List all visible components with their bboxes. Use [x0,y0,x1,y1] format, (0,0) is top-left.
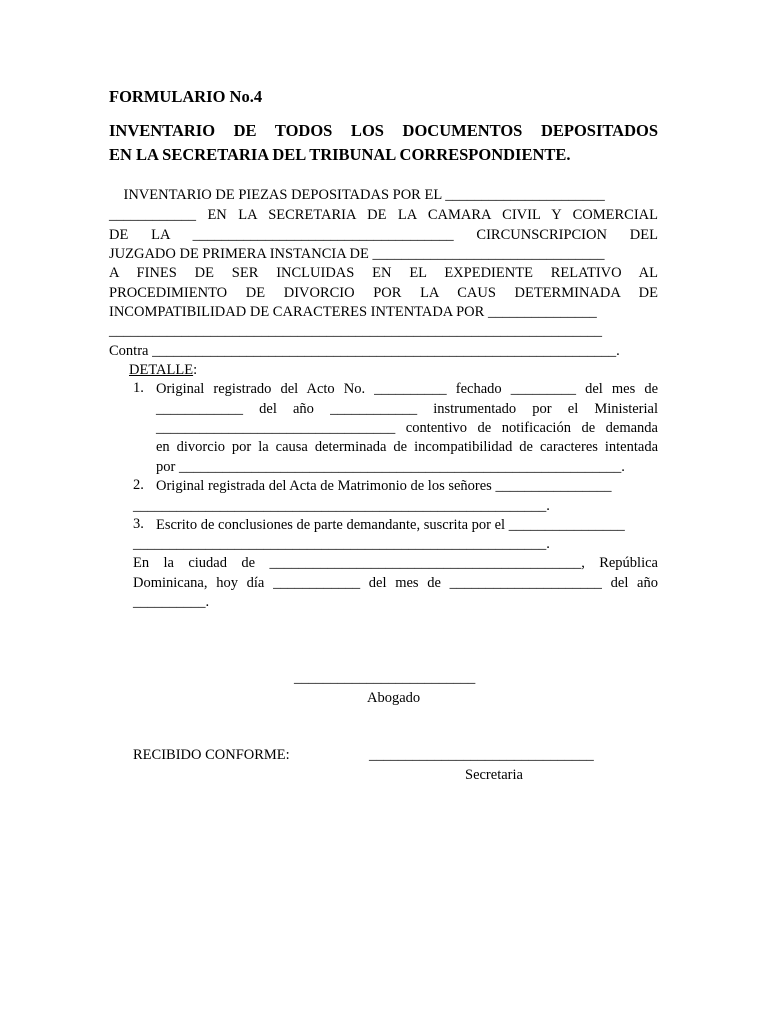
item-3-number: 3. [133,516,144,532]
item-1-line-4: en divorcio por la causa determinada de incompatibilidad de caracteres intentada [156,439,658,455]
item-1-line-2: ____________ del año ____________ instrumentado por el Ministerial [156,401,658,417]
item-3-continuation: _________________________________________________________. [133,536,550,552]
intro-line-8: ____________________________________________________________________ [109,323,602,339]
intro-line-1: INVENTARIO DE PIEZAS DEPOSITADAS POR EL ______________________ [109,187,605,203]
city-line-1: En la ciudad de ___________________________________________, República [133,555,658,571]
secretaria-label: Secretaria [465,767,523,783]
intro-line-5: A FINES DE SER INCLUIDAS EN EL EXPEDIENTE RELATIVO AL [109,265,658,281]
detalle-heading [129,361,197,380]
item-2-continuation: _________________________________________________________. [133,498,550,514]
intro-line-9-contra: Contra ________________________________________________________________. [109,343,620,359]
title-line-2: EN LA SECRETARIA DEL TRIBUNAL CORRESPONDIENTE. [109,145,571,164]
abogado-label: Abogado [367,690,421,706]
title-line-1: INVENTARIO DE TODOS LOS DOCUMENTOS DEPOSITADOS [109,121,658,140]
item-1-number: 1. [133,380,144,396]
intro-line-6: PROCEDIMIENTO DE DIVORCIO POR LA CAUS DETERMINADA DE [109,285,658,301]
form-number: FORMULARIO No.4 [109,87,263,106]
abogado-signature-line: _________________________ [294,670,476,686]
item-1-line-5: por _____________________________________________________________. [156,459,625,475]
city-line-2: Dominicana, hoy día ____________ del mes de _____________________ del año [133,575,658,591]
secretaria-signature-line: _______________________________ [369,747,594,763]
intro-line-3: DE LA ____________________________________ CIRCUNSCRIPCION DEL [109,227,658,243]
city-line-3: __________. [133,594,210,610]
item-1-line-3: _________________________________ contentivo de notificación de demanda [156,420,658,436]
item-2-line-1: Original registrada del Acta de Matrimonio de los señores ________________ [156,478,612,494]
item-2-number: 2. [133,477,144,493]
detalle-label: DETALLE [129,362,194,378]
intro-line-7: INCOMPATIBILIDAD DE CARACTERES INTENTADA POR _______________ [109,304,597,320]
detalle-colon: : [193,362,198,378]
intro-line-4: JUZGADO DE PRIMERA INSTANCIA DE ________________________________ [109,246,605,262]
item-3-line-1: Escrito de conclusiones de parte demandante, suscrita por el ________________ [156,517,625,533]
item-1-line-1: Original registrado del Acto No. __________ fechado _________ del mes de [156,381,658,397]
intro-line-2: ____________ EN LA SECRETARIA DE LA CAMARA CIVIL Y COMERCIAL [109,207,658,223]
recibido-conforme-label: RECIBIDO CONFORME: [133,747,290,763]
